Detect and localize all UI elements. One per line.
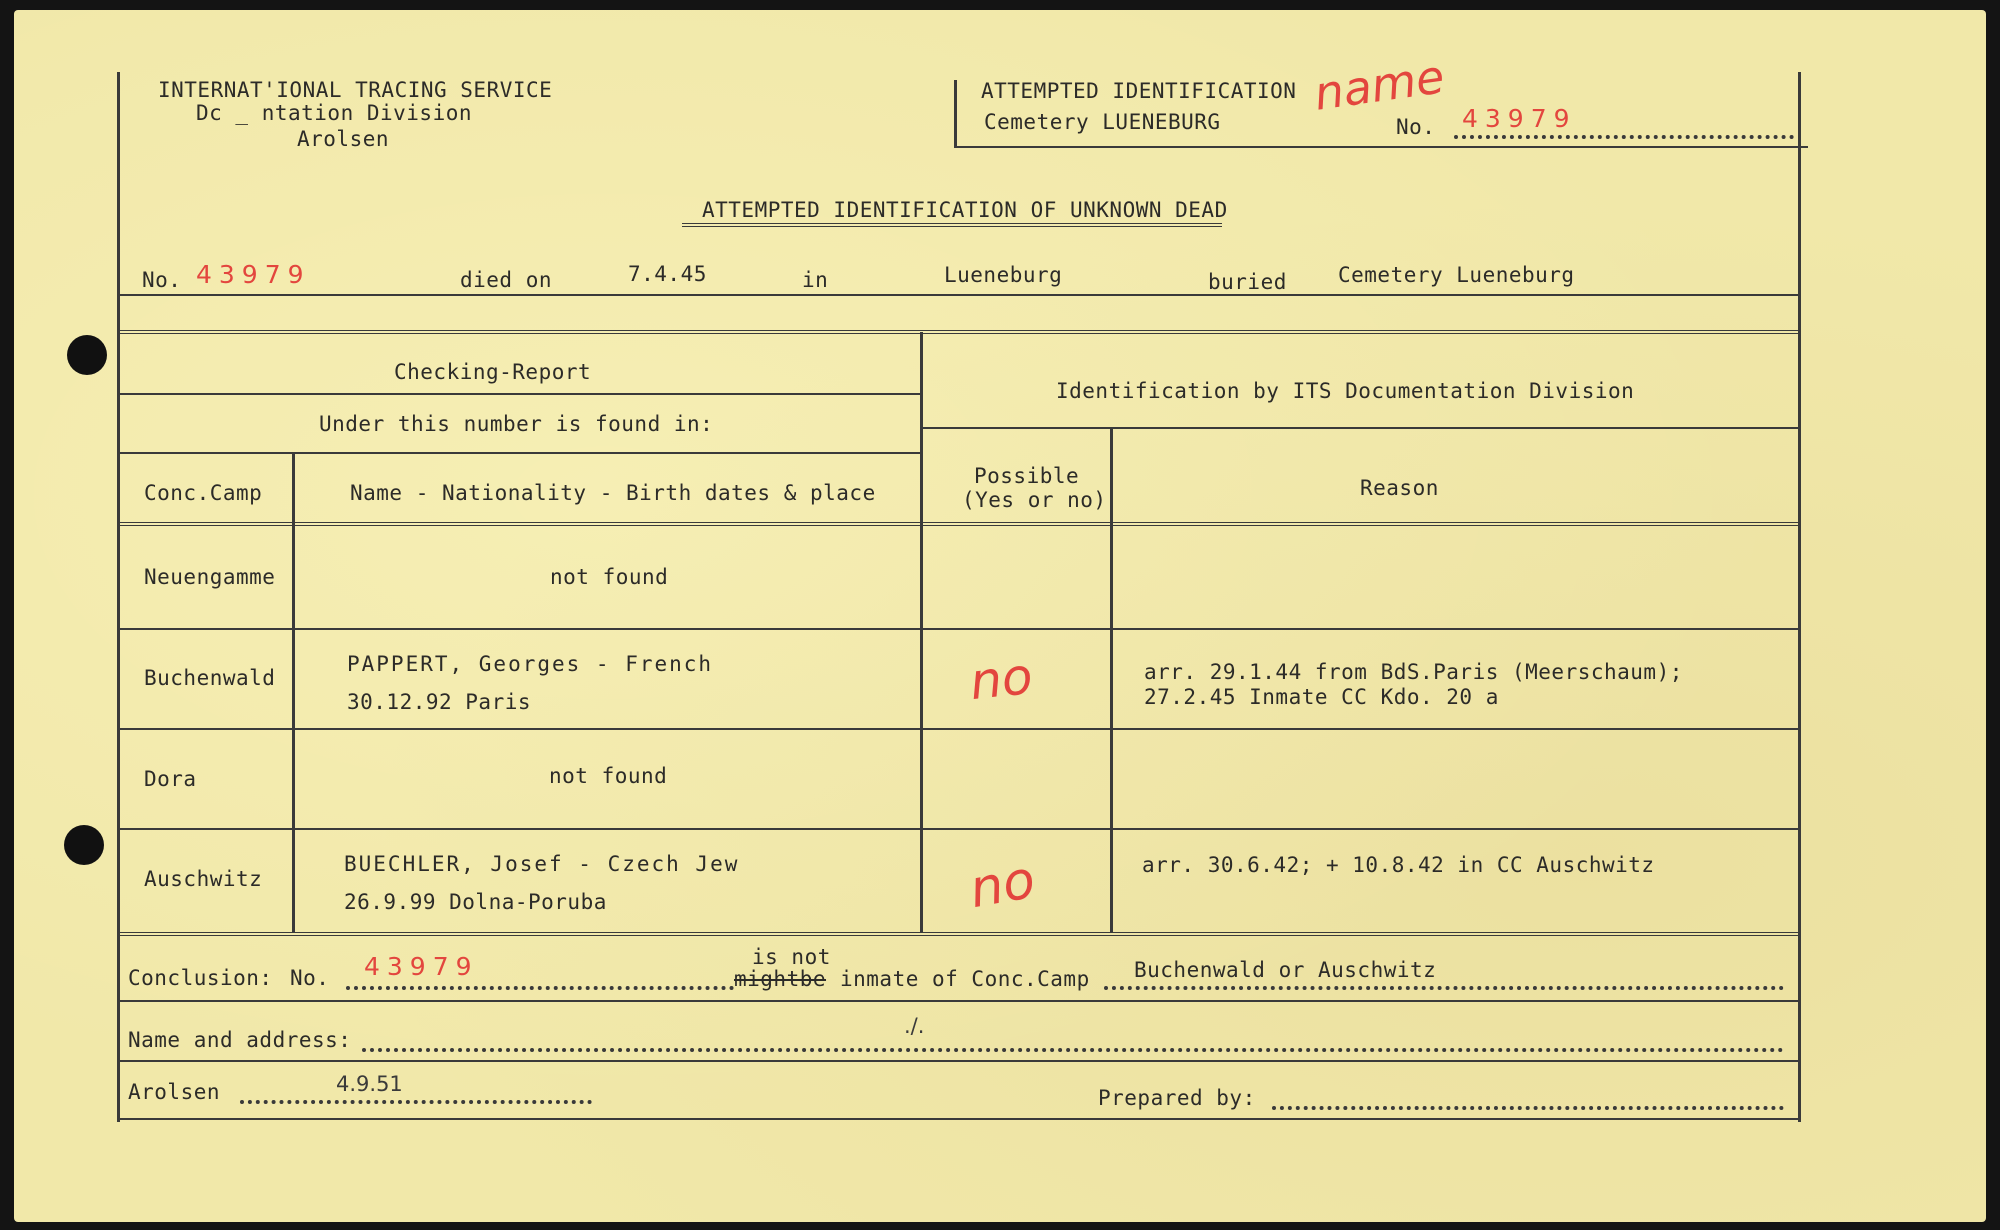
conclusion-might-be: mightbe bbox=[734, 967, 827, 991]
table-row-2-name-line-1: PAPPERT, Georges - French bbox=[347, 652, 714, 676]
prepared-by-label: Prepared by: bbox=[1098, 1086, 1256, 1110]
table-mid-divider bbox=[920, 332, 923, 932]
table-row-3-camp: Dora bbox=[144, 767, 197, 791]
record-no-value: 43979 bbox=[196, 260, 311, 289]
conclusion-label: Conclusion: bbox=[128, 966, 273, 990]
table-row-2-possible: no bbox=[967, 646, 1036, 712]
header-no-label: No. bbox=[1396, 115, 1436, 139]
org-line-2: Dc _ ntation Division bbox=[196, 101, 473, 125]
header-no-value: 43979 bbox=[1462, 104, 1577, 133]
record-no-label: No. bbox=[142, 268, 182, 292]
table-row-3-bottom bbox=[117, 828, 1801, 830]
punch-hole-bottom bbox=[64, 825, 104, 865]
table-possible-divider bbox=[1110, 428, 1113, 932]
conclusion-no-label: No. bbox=[290, 966, 330, 990]
org-line-1: INTERNAT'IONAL TRACING SERVICE bbox=[158, 78, 553, 102]
died-on-label: died on bbox=[460, 268, 553, 292]
checking-report-line bbox=[117, 393, 920, 395]
footer-date: 4.9.51 bbox=[336, 1072, 403, 1096]
conclusion-camp-value: Buchenwald or Auschwitz bbox=[1134, 958, 1437, 982]
in-value: Lueneburg bbox=[944, 263, 1063, 287]
table-row-4-name-line-1: BUECHLER, Josef - Czech Jew bbox=[344, 852, 740, 876]
table-row-3-name: not found bbox=[549, 764, 668, 788]
table-row-2-name-line-2: 30.12.92 Paris bbox=[347, 690, 532, 714]
buried-label: buried bbox=[1208, 270, 1287, 294]
conclusion-camp-dots bbox=[1104, 986, 1784, 990]
name-address-label: Name and address: bbox=[128, 1028, 352, 1052]
table-row-2-reason-line-1: arr. 29.1.44 from BdS.Paris (Meerschaum); bbox=[1144, 660, 1683, 684]
table-row-4-name-line-2: 26.9.99 Dolna-Poruba bbox=[344, 890, 607, 914]
header-box-left-border bbox=[954, 80, 957, 148]
col-header-reason: Reason bbox=[1360, 476, 1439, 500]
checking-report-title: Checking-Report bbox=[394, 360, 592, 384]
conclusion-inmate-text: inmate of Conc.Camp bbox=[840, 967, 1090, 991]
table-row-1-bottom bbox=[117, 628, 1801, 630]
conclusion-is-not: is not bbox=[752, 945, 831, 969]
name-address-dots bbox=[362, 1048, 1784, 1052]
identification-title: Identification by ITS Documentation Division bbox=[1056, 379, 1635, 403]
record-line bbox=[117, 294, 1801, 296]
table-bottom-border bbox=[117, 932, 1801, 936]
attempted-identification-title: ATTEMPTED IDENTIFICATION bbox=[981, 79, 1297, 103]
name-address-bottom-line bbox=[117, 1060, 1801, 1062]
footer-date-dots bbox=[240, 1100, 592, 1104]
under-number-line bbox=[117, 452, 920, 454]
cemetery-name: Cemetery LUENEBURG bbox=[984, 110, 1221, 134]
table-row-2-camp: Buchenwald bbox=[144, 666, 276, 690]
name-address-value: ./. bbox=[904, 1014, 925, 1038]
col-header-possible-1: Possible bbox=[974, 464, 1080, 488]
col-header-possible-2: (Yes or no) bbox=[962, 488, 1107, 512]
handwritten-name: name bbox=[1310, 49, 1448, 121]
org-line-3: Arolsen bbox=[297, 127, 390, 151]
table-row-4-possible: no bbox=[965, 849, 1040, 921]
table-row-1-camp: Neuengamme bbox=[144, 565, 276, 589]
table-top-border bbox=[117, 330, 1801, 334]
buried-value: Cemetery Lueneburg bbox=[1338, 263, 1575, 287]
index-card bbox=[14, 10, 1986, 1222]
under-this-number-text: Under this number is found in: bbox=[319, 412, 714, 436]
punch-hole-top bbox=[67, 335, 107, 375]
conclusion-no-dots bbox=[346, 986, 734, 990]
prepared-by-dots bbox=[1272, 1106, 1784, 1110]
table-row-2-reason-line-2: 27.2.45 Inmate CC Kdo. 20 a bbox=[1144, 685, 1499, 709]
table-row-4-reason-line-1: arr. 30.6.42; + 10.8.42 in CC Auschwitz bbox=[1142, 853, 1655, 877]
header-no-dots bbox=[1454, 135, 1794, 139]
in-label: in bbox=[802, 268, 829, 292]
table-row-1-name: not found bbox=[550, 565, 669, 589]
col-header-camp: Conc.Camp bbox=[144, 481, 263, 505]
form-title-underline bbox=[682, 223, 1222, 227]
table-row-2-bottom bbox=[117, 728, 1801, 730]
card-bottom-border bbox=[117, 1118, 1801, 1120]
died-on-value: 7.4.45 bbox=[628, 262, 707, 286]
outer-left-border bbox=[117, 72, 120, 1122]
col-header-name: Name - Nationality - Birth dates & place bbox=[350, 481, 876, 505]
header-box-bottom-border bbox=[954, 146, 1808, 148]
table-header-bottom bbox=[117, 522, 1801, 526]
table-row-4-camp: Auschwitz bbox=[144, 867, 263, 891]
outer-right-border bbox=[1798, 72, 1801, 1122]
conclusion-bottom-line bbox=[117, 1000, 1801, 1002]
conclusion-no-value: 43979 bbox=[364, 952, 479, 981]
form-title: ATTEMPTED IDENTIFICATION OF UNKNOWN DEAD bbox=[702, 198, 1228, 222]
footer-place: Arolsen bbox=[128, 1080, 221, 1104]
identification-title-line bbox=[920, 427, 1801, 429]
